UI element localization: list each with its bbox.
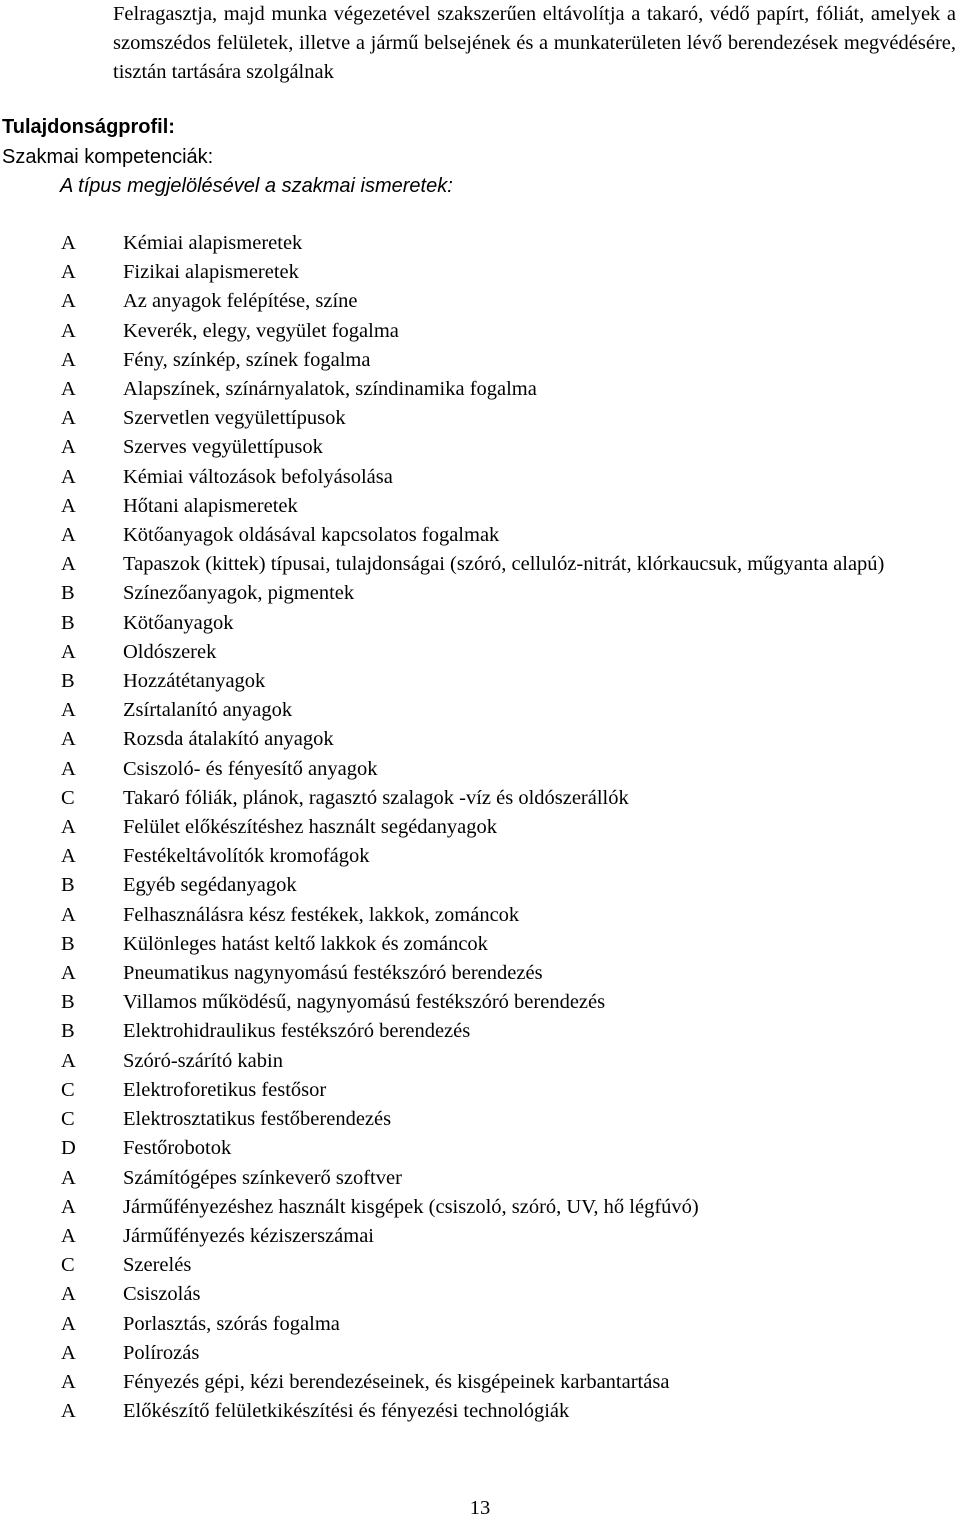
item-text: Fény, színkép, színek fogalma [123,348,371,371]
item-type-letter: A [61,1195,76,1218]
list-item [0,1339,960,1368]
list-item [0,375,960,404]
item-type-letter: B [61,1020,75,1043]
item-text: Elektrosztatikus festőberendezés [123,1108,392,1131]
item-text: Kötőanyagok [123,611,234,634]
list-item [0,930,960,959]
list-item [0,550,960,579]
item-type-letter: A [61,1166,76,1189]
type-title: A típus megjelölésével a szakmai ismeretek: [60,175,453,197]
item-text: Felület előkészítéshez használt segédanyagok [123,816,497,839]
item-text: Polírozás [123,1341,200,1364]
list-item [0,871,960,900]
list-item [0,638,960,667]
item-type-letter: C [61,1108,75,1131]
list-item [0,901,960,930]
item-type-letter: A [61,261,76,284]
item-type-letter: A [61,728,76,751]
list-item [0,1310,960,1339]
item-type-letter: A [61,1283,76,1306]
item-text: Hőtani alapismeretek [123,494,298,517]
item-text: Porlasztás, szórás fogalma [123,1312,340,1335]
list-item [0,463,960,492]
item-text: Elektroforetikus festősor [123,1078,327,1101]
item-type-letter: A [61,378,76,401]
item-text: Zsírtalanító anyagok [123,699,293,722]
item-text: Rozsda átalakító anyagok [123,728,334,751]
list-item [0,1047,960,1076]
list-item [0,667,960,696]
item-type-letter: A [61,348,76,371]
item-type-letter: B [61,670,75,693]
item-text: Egyéb segédanyagok [123,874,297,897]
item-text: Keverék, elegy, vegyület fogalma [123,319,399,342]
list-item [0,784,960,813]
item-text: Különleges hatást keltő lakkok és zománcok [123,932,488,955]
list-item [0,1134,960,1163]
item-text: Hozzátétanyagok [123,670,266,693]
item-text: Számítógépes színkeverő szoftver [123,1166,402,1189]
list-item [0,1251,960,1280]
item-type-letter: A [61,290,76,313]
item-type-letter: B [61,932,75,955]
item-type-letter: A [61,640,76,663]
item-type-letter: A [61,1370,76,1393]
page-number: 13 [469,1497,491,1519]
item-text: Szerelés [123,1254,192,1277]
item-text: Elektrohidraulikus festékszóró berendezés [123,1020,471,1043]
list-item [0,755,960,784]
item-type-letter: A [61,757,76,780]
profile-title: Tulajdonságprofil: [2,116,175,138]
item-type-letter: B [61,611,75,634]
list-item [0,346,960,375]
item-type-letter: C [61,1254,75,1277]
knowledge-list [0,229,960,1426]
list-item [0,579,960,608]
list-item [0,813,960,842]
item-type-letter: A [61,1341,76,1364]
item-type-letter: A [61,319,76,342]
item-type-letter: D [61,1137,76,1160]
item-text: Szóró-szárító kabin [123,1049,283,1072]
list-item [0,229,960,258]
item-type-letter: A [61,816,76,839]
item-type-letter: A [61,962,76,985]
competencies-title: Szakmai kompetenciák: [2,146,214,168]
item-text: Szerves vegyülettípusok [123,436,323,459]
item-type-letter: A [61,699,76,722]
list-item [0,725,960,754]
item-type-letter: A [61,524,76,547]
item-type-letter: A [61,845,76,868]
list-item [0,287,960,316]
list-item [0,959,960,988]
item-text: Festőrobotok [123,1137,232,1160]
list-item [0,696,960,725]
list-item [0,317,960,346]
item-type-letter: B [61,582,75,605]
item-text: Fényezés gépi, kézi berendezéseinek, és kisgépeinek karbantartása [123,1370,670,1393]
item-type-letter: A [61,553,76,576]
item-type-letter: C [61,786,75,809]
item-text: Az anyagok felépítése, színe [123,290,358,313]
list-item [0,988,960,1017]
list-item [0,1017,960,1046]
item-type-letter: A [61,436,76,459]
list-item [0,521,960,550]
intro-paragraph: Felragasztja, majd munka végezetével szakszerűen eltávolítja a takaró, védő papírt, fóliát, amelyek a szomszédos felületek, illetve a jármű belsejének és a munkaterületen lévő berendezések megvédésére, tisztán tartására szolgálnak [113,3,956,83]
list-item [0,1076,960,1105]
item-type-letter: A [61,232,76,254]
item-text: Pneumatikus nagynyomású festékszóró berendezés [123,962,543,985]
item-text: Oldószerek [123,640,217,663]
item-type-letter: C [61,1078,75,1101]
list-item [0,1280,960,1309]
item-type-letter: B [61,991,75,1014]
list-item [0,1193,960,1222]
item-type-letter: A [61,494,76,517]
list-item [0,609,960,638]
item-text: Festékeltávolítók kromofágok [123,845,370,868]
item-text: Villamos működésű, nagynyomású festékszóró berendezés [123,991,606,1014]
item-text: Kötőanyagok oldásával kapcsolatos fogalmak [123,524,500,547]
list-item [0,258,960,287]
list-item [0,492,960,521]
item-text: Járműfényezés kéziszerszámai [123,1224,374,1247]
item-text: Csiszoló- és fényesítő anyagok [123,757,378,780]
item-type-letter: A [61,1312,76,1335]
list-item [0,1397,960,1426]
item-text: Szervetlen vegyülettípusok [123,407,346,430]
item-text: Alapszínek, színárnyalatok, színdinamika fogalma [123,378,537,401]
item-text: Fizikai alapismeretek [123,261,299,284]
item-text: Kémiai változások befolyásolása [123,465,393,488]
list-item [0,842,960,871]
item-text: Előkészítő felületkikészítési és fényezési technológiák [123,1400,570,1423]
item-type-letter: A [61,407,76,430]
item-type-letter: A [61,465,76,488]
list-item [0,1105,960,1134]
item-type-letter: A [61,1224,76,1247]
list-item [0,1368,960,1397]
item-text: Színezőanyagok, pigmentek [123,582,355,605]
list-item [0,1222,960,1251]
item-text: Járműfényezéshez használt kisgépek (csiszoló, szóró, UV, hő légfúvó) [123,1195,699,1218]
item-text: Takaró fóliák, plánok, ragasztó szalagok -víz és oldószerállók [123,786,629,809]
list-item [0,404,960,433]
item-text: Tapaszok (kittek) típusai, tulajdonságai (szóró, cellulóz-nitrát, klórkaucsuk, műgyanta alapú) [123,553,885,576]
item-type-letter: B [61,874,75,897]
item-type-letter: A [61,1049,76,1072]
item-type-letter: A [61,1400,76,1423]
item-text: Csiszolás [123,1283,201,1306]
item-type-letter: A [61,903,76,926]
item-text: Kémiai alapismeretek [123,232,303,254]
list-item [0,1164,960,1193]
list-item [0,433,960,462]
item-text: Felhasználásra kész festékek, lakkok, zománcok [123,903,520,926]
